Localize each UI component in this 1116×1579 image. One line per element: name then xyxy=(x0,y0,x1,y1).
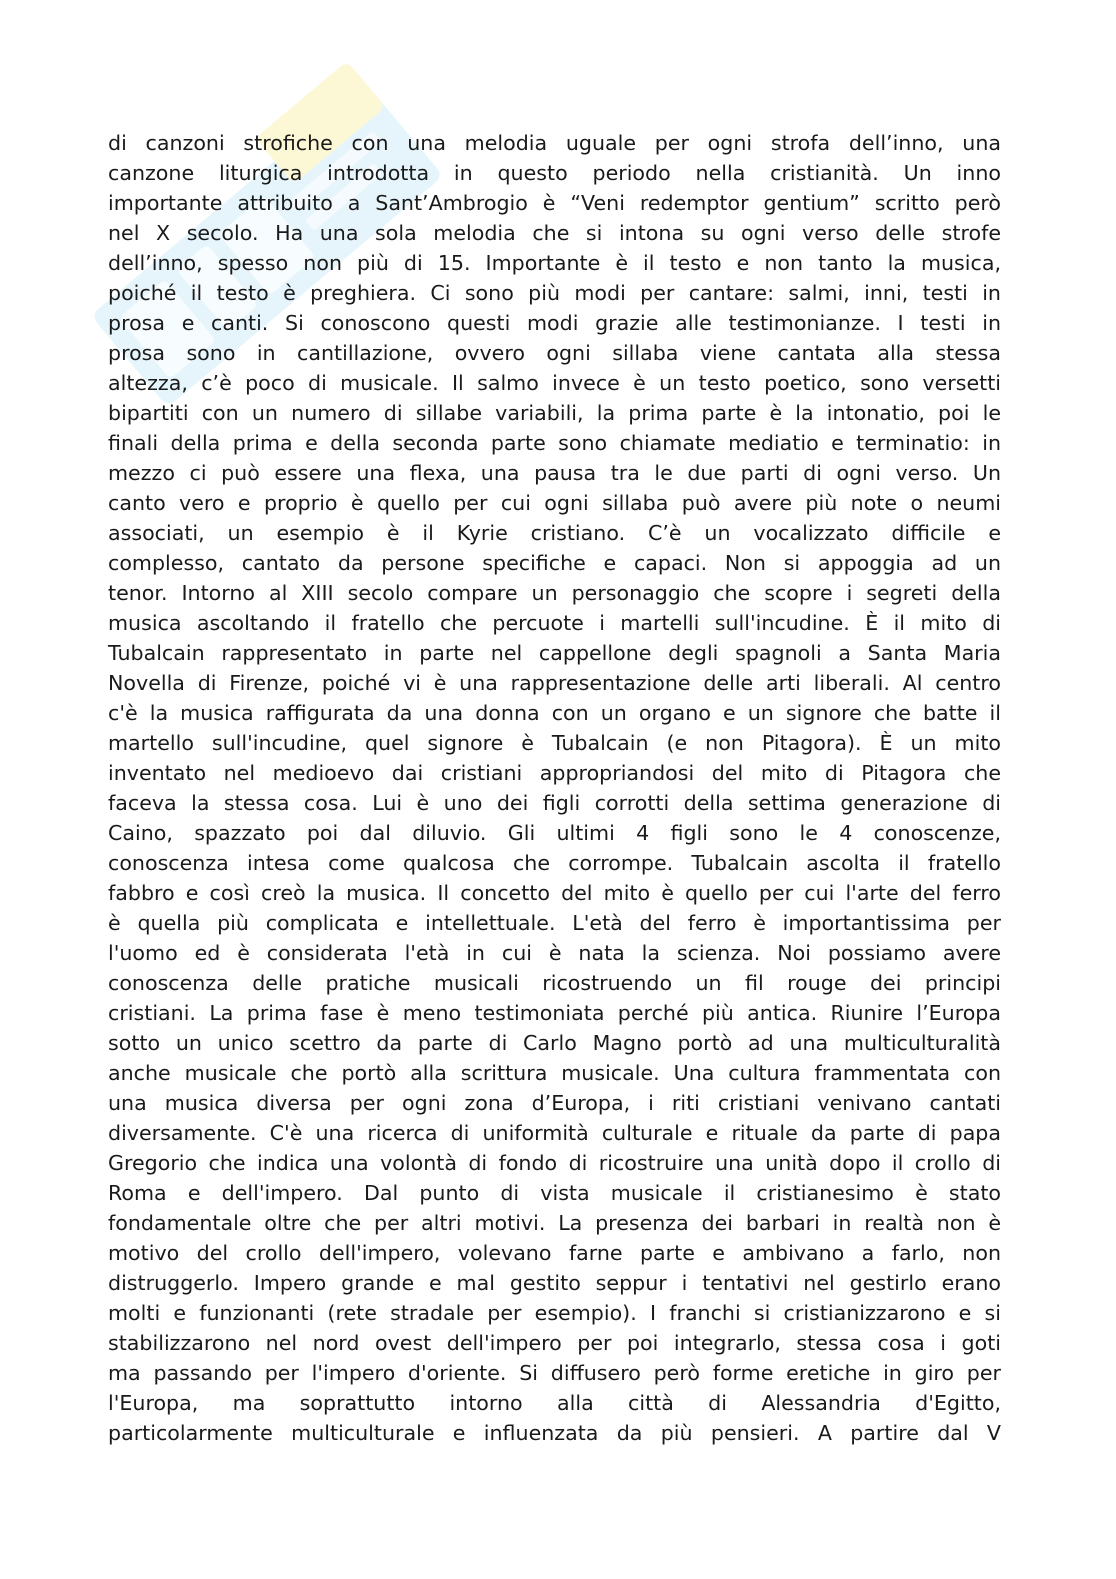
text-line: inventato nel medioevo dai cristiani appropriandosi del mito di Pitagora che xyxy=(108,761,1001,785)
text-line: complesso, cantato da persone specifiche e capaci. Non si appoggia ad un xyxy=(108,551,1001,575)
text-line: fabbro e così creò la musica. Il concetto del mito è quello per cui l'arte del ferro xyxy=(108,881,1001,905)
text-line: Roma e dell'impero. Dal punto di vista musicale il cristianesimo è stato xyxy=(108,1181,1001,1205)
text-line: fondamentale oltre che per altri motivi. La presenza dei barbari in realtà non è xyxy=(108,1211,1001,1235)
text-line: distruggerlo. Impero grande e mal gestito seppur i tentativi nel gestirlo erano xyxy=(108,1271,1001,1295)
text-line: una musica diversa per ogni zona d’Europa, i riti cristiani venivano cantati xyxy=(108,1091,1001,1115)
text-line: di canzoni strofiche con una melodia uguale per ogni strofa dell’inno, una xyxy=(108,131,1001,155)
text-line: l'uomo ed è considerata l'età in cui è nata la scienza. Noi possiamo avere xyxy=(108,941,1001,965)
text-line: Caino, spazzato poi dal diluvio. Gli ultimi 4 figli sono le 4 conoscenze, xyxy=(108,821,1001,845)
text-line: l'Europa, ma soprattutto intorno alla città di Alessandria d'Egitto, xyxy=(108,1391,1001,1415)
text-line: conoscenza intesa come qualcosa che corrompe. Tubalcain ascolta il fratello xyxy=(108,851,1001,875)
text-line: ma passando per l'impero d'oriente. Si diffusero però forme eretiche in giro per xyxy=(108,1361,1001,1385)
text-line: poiché il testo è preghiera. Ci sono più modi per cantare: salmi, inni, testi in xyxy=(108,281,1001,305)
text-line: conoscenza delle pratiche musicali ricostruendo un fil rouge dei principi xyxy=(108,971,1001,995)
text-line: tenor. Intorno al XIII secolo compare un personaggio che scopre i segreti della xyxy=(108,581,1001,605)
text-line: prosa e canti. Si conoscono questi modi grazie alle testimonianze. I testi in xyxy=(108,311,1001,335)
text-line: musica ascoltando il fratello che percuote i martelli sull'incudine. È il mito di xyxy=(108,611,1001,635)
body-text xyxy=(108,128,1001,1448)
text-line: cristiani. La prima fase è meno testimoniata perché più antica. Riunire l’Europa xyxy=(108,1001,1001,1025)
text-line: mezzo ci può essere una flexa, una pausa tra le due parti di ogni verso. Un xyxy=(108,461,1001,485)
text-line: prosa sono in cantillazione, ovvero ogni sillaba viene cantata alla stessa xyxy=(108,341,1001,365)
text-line: martello sull'incudine, quel signore è Tubalcain (e non Pitagora). È un mito xyxy=(108,731,1001,755)
text-line: motivo del crollo dell'impero, volevano farne parte e ambivano a farlo, non xyxy=(108,1241,1001,1265)
text-line: stabilizzarono nel nord ovest dell'impero per poi integrarlo, stessa cosa i goti xyxy=(108,1331,1001,1355)
text-line: anche musicale che portò alla scrittura musicale. Una cultura frammentata con xyxy=(108,1061,1001,1085)
text-line: Tubalcain rappresentato in parte nel cappellone degli spagnoli a Santa Maria xyxy=(108,641,1001,665)
text-line: c'è la musica raffigurata da una donna con un organo e un signore che batte il xyxy=(108,701,1001,725)
text-line: finali della prima e della seconda parte sono chiamate mediatio e terminatio: in xyxy=(108,431,1001,455)
text-line: bipartiti con un numero di sillabe variabili, la prima parte è la intonatio, poi le xyxy=(108,401,1001,425)
text-line: altezza, c’è poco di musicale. Il salmo invece è un testo poetico, sono versetti xyxy=(108,371,1001,395)
text-line: particolarmente multiculturale e influenzata da più pensieri. A partire dal V xyxy=(108,1421,1001,1445)
text-line: canto vero e proprio è quello per cui ogni sillaba può avere più note o neumi xyxy=(108,491,1001,515)
text-line: associati, un esempio è il Kyrie cristiano. C’è un vocalizzato difficile e xyxy=(108,521,1001,545)
text-line: Novella di Firenze, poiché vi è una rappresentazione delle arti liberali. Al centro xyxy=(108,671,1001,695)
text-line: canzone liturgica introdotta in questo periodo nella cristianità. Un inno xyxy=(108,161,1001,185)
text-line: è quella più complicata e intellettuale. L'età del ferro è importantissima per xyxy=(108,911,1001,935)
text-line: sotto un unico scettro da parte di Carlo Magno portò ad una multiculturalità xyxy=(108,1031,1001,1055)
text-line: importante attribuito a Sant’Ambrogio è “Veni redemptor gentium” scritto però xyxy=(108,191,1001,215)
text-line: molti e funzionanti (rete stradale per esempio). I franchi si cristianizzarono e si xyxy=(108,1301,1001,1325)
text-line: Gregorio che indica una volontà di fondo di ricostruire una unità dopo il crollo di xyxy=(108,1151,1001,1175)
text-line: nel X secolo. Ha una sola melodia che si intona su ogni verso delle strofe xyxy=(108,221,1001,245)
text-line: dell’inno, spesso non più di 15. Importante è il testo e non tanto la musica, xyxy=(108,251,1001,275)
text-line: faceva la stessa cosa. Lui è uno dei figli corrotti della settima generazione di xyxy=(108,791,1001,815)
text-line: diversamente. C'è una ricerca di uniformità culturale e rituale da parte di papa xyxy=(108,1121,1001,1145)
